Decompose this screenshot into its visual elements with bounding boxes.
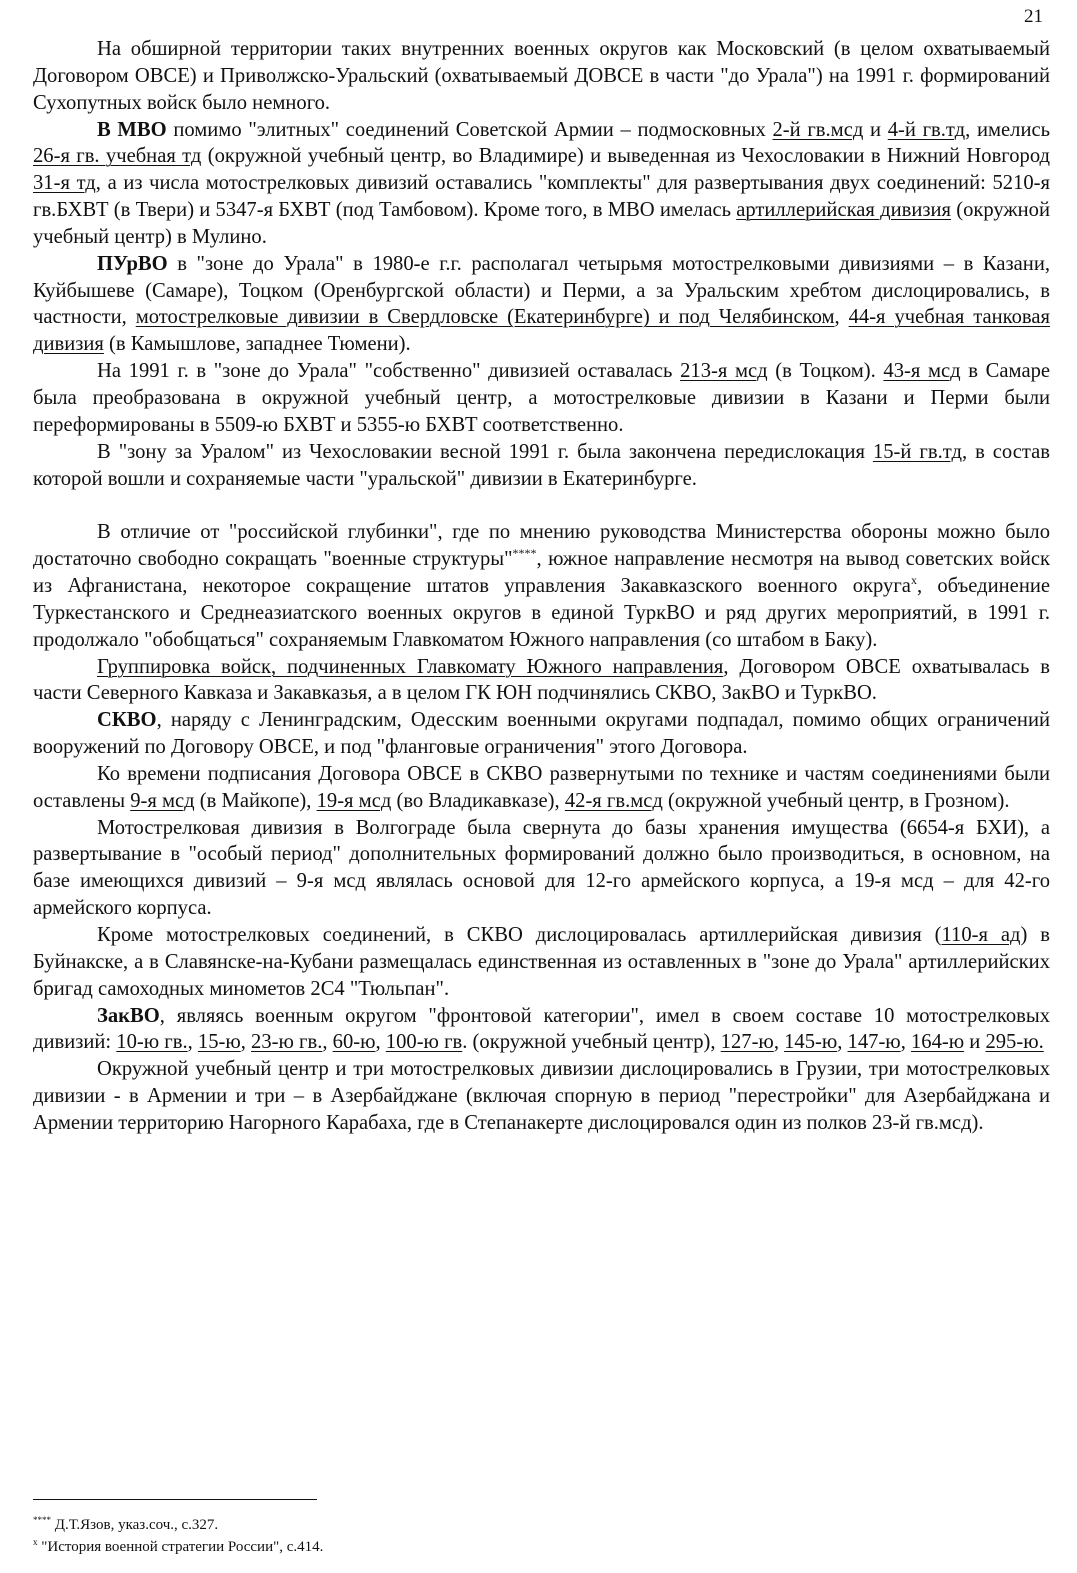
text-run: , Договором ОВСЕ охватывалась в части Северного Кавказа и Закавказья, а в целом ГК ЮН подчинялись СКВО, ЗакВО и ТуркВО.	[33, 655, 1050, 705]
paragraph-text: Мотострелковая дивизия в Волгограде была свернута до базы хранения имущества (6654-я БХИ), а развертывание в "особый период" дополнительных формирований должно было производиться, в основном, на базе имеющихся дивизий – 9-я мсд являлась основой для 12-го армейского корпуса, а 19-я мсд – для 42-го армейского корпуса.	[33, 816, 1050, 920]
footnote-text: Д.Т.Язов, указ.соч., с.327.	[51, 1517, 219, 1533]
paragraph-8	[33, 707, 1050, 761]
paragraph-10	[33, 815, 1050, 922]
text-run: ,	[375, 1031, 386, 1054]
page-number: 21	[1024, 6, 1043, 27]
district-name: В МВО	[97, 118, 167, 141]
text-run: . (окружной учебный центр),	[462, 1031, 721, 1054]
unit-link: артиллерийская дивизия	[736, 199, 951, 222]
text-run: в "зоне до Урала" в 1980-е г.г. располагал четырьмя мотострелковыми дивизиями – в Казани, Куйбышеве (Самаре), Тоцком (Оренбургской области) и Перми, а за Уральским хребтом дислоцировались, в частности,	[33, 252, 1050, 329]
text-run: Ко времени подписания Договора ОВСЕ в СКВО развернутыми по технике и частям соединениями были оставлены	[33, 762, 1050, 812]
paragraph-3	[33, 251, 1050, 358]
unit-link: Группировка войск, подчиненных Главкомату Южного направления	[97, 655, 724, 678]
unit-link: 127-ю	[720, 1031, 774, 1054]
unit-link: 15-й гв.тд	[872, 440, 962, 463]
paragraph-12	[33, 1003, 1050, 1057]
unit-link: 100-ю гв	[385, 1031, 463, 1054]
text-run: ,	[834, 306, 849, 329]
paragraph-6	[33, 519, 1050, 653]
footnote-1	[33, 1516, 218, 1534]
unit-link: 164-ю	[910, 1031, 965, 1054]
paragraph-2	[33, 117, 1050, 251]
unit-link: 145-ю	[784, 1031, 838, 1054]
text-run: ,	[240, 1031, 252, 1054]
text-run: (в Камышлове, западнее Тюмени).	[103, 333, 411, 356]
text-run: , наряду с Ленинградским, Одесским военными округами подпадал, помимо общих ограничений вооружений по Договору ОВСЕ, и под "фланговые ограничения" этого Договора.	[33, 709, 1050, 759]
unit-link: 147-ю	[847, 1031, 901, 1054]
footnote-mark: ****	[33, 1515, 51, 1525]
text-run: ,	[773, 1031, 785, 1054]
text-run: ,	[837, 1031, 848, 1054]
text-run: ,	[900, 1031, 911, 1054]
district-name: ЗакВО	[97, 1004, 160, 1027]
unit-link: 295-ю.	[985, 1031, 1044, 1054]
text-run: (окружной учебный центр, во Владимире) и выведенная из Чехословакии в Нижний Новгород	[201, 145, 1051, 168]
unit-link: 23-ю гв.	[251, 1031, 323, 1054]
text-run: , а из числа мотострелковых дивизий оставались "комплекты" для развертывания двух соединений: 5210-я гв.БХВТ (в Твери) и 5347-я БХВТ (под Тамбовом). Кроме того, в МВО имелась	[33, 172, 1050, 222]
text-run: , в состав которой вошли и сохраняемые части "уральской" дивизии в Екатеринбурге.	[33, 440, 1050, 490]
text-run: в Самаре была преобразована в окружной учебный центр, а мотострелковые дивизии в Казани и Перми были переформированы в 5509-ю БХВТ и 5355-ю БХВТ соответственно.	[33, 360, 1051, 436]
unit-link: 19-я мсд	[316, 789, 392, 812]
district-name: СКВО	[97, 709, 157, 732]
text-run: ,	[322, 1031, 333, 1054]
paragraph-text: На обширной территории таких внутренних военных округов как Московский (в целом охватываемый Договором ОВСЕ) и Приволжско-Уральский (охватываемый ДОВСЕ в части "до Урала") на 1991 г. формирований Сухопутных войск было немного.	[33, 38, 1050, 114]
text-run: (окружной учебный центр, в Грозном).	[662, 789, 1010, 812]
paragraph-1	[33, 36, 1050, 117]
text-run: , имелись	[965, 118, 1051, 141]
footnote-ref: ****	[512, 546, 537, 561]
unit-link: 60-ю	[332, 1031, 376, 1054]
text-run: , объединение Туркестанского и Среднеазиатского военных округов в единой ТуркВО и ряд других мероприятий, в 1991 г. продолжало "обобщаться" сохраняемым Главкоматом Южного направления (со штабом в Баку).	[33, 575, 1051, 651]
text-run: (во Владикавказе),	[391, 789, 565, 812]
paragraph-9	[33, 761, 1050, 815]
unit-link: 213-я мсд	[680, 360, 768, 383]
district-name: ПУрВО	[97, 252, 168, 275]
text-run: В отличие от "российской глубинки", где по мнению руководства Министерства обороны можно было достаточно свободно сокращать "военные структуры"	[33, 521, 1050, 571]
text-run: ) в Буйнакске, а в Славянске-на-Кубани размещалась единственная из оставленных в "зоне до Урала" артиллерийских бригад самоходных минометов 2С4 "Тюльпан".	[33, 924, 1051, 1000]
footnote-text: "История военной стратегии России", с.414.	[37, 1539, 324, 1555]
unit-link: 2-й гв.мсд	[772, 118, 864, 141]
unit-link: 42-я гв.мсд	[564, 789, 663, 812]
text-run: и	[964, 1031, 986, 1054]
text-run: , являясь военным округом "фронтовой категории", имел в своем составе 10 мотострелковых дивизий:	[33, 1004, 1050, 1054]
unit-link: мотострелковые дивизии в Свердловске (Екатеринбурге) и под Челябинском	[135, 306, 835, 329]
unit-link: 43-я мсд	[883, 360, 961, 383]
unit-link: 15-ю	[197, 1031, 241, 1054]
footnote-2	[33, 1538, 323, 1556]
unit-link: 110-я ад	[941, 924, 1021, 946]
text-run: , южное направление несмотря на вывод советских войск из Афганистана, некоторое сокращение штатов управления Закавказского военного округа	[33, 548, 1051, 598]
text-run: (в Майкопе),	[194, 789, 317, 812]
paragraph-text: Окружной учебный центр и три мотострелковых дивизии дислоцировались в Грузии, три мотострелковых дивизии - в Армении и три – в Азербайджане (включая спорную в период "перестройки" для Азербайджана и Армении территорию Нагорного Карабаха, где в Степанакерте дислоцировался один из полков 23-й гв.мсд).	[33, 1058, 1050, 1134]
text-run: В "зону за Уралом" из Чехословакии весной 1991 г. была закончена передислокация	[97, 440, 873, 463]
footnote-separator	[33, 1499, 317, 1500]
unit-link: 10-ю гв.	[116, 1031, 188, 1054]
text-run: Кроме мотострелковых соединений, в СКВО дислоцировалась артиллерийская дивизия (	[97, 924, 942, 946]
text-run: (в Тоцком).	[767, 360, 884, 383]
text-run: На 1991 г. в "зоне до Урала" "собственно" дивизией оставалась	[97, 360, 681, 383]
text-run: и	[863, 118, 888, 141]
unit-link: 31-я тд	[33, 172, 96, 195]
unit-link: 26-я гв. учебная тд	[33, 145, 202, 168]
document-body	[33, 36, 1050, 1137]
footnote-ref: х	[910, 573, 917, 588]
paragraph-11	[33, 922, 1050, 1003]
text-run: помимо "элитных" соединений Советской Армии – подмосковных	[166, 118, 773, 141]
footnote-mark: х	[33, 1537, 38, 1547]
unit-link: 9-я мсд	[130, 789, 195, 812]
unit-link: 44-я учебная танковая дивизия	[33, 306, 1050, 356]
paragraph-gap	[33, 492, 1050, 519]
text-run: (окружной учебный центр) в Мулино.	[33, 199, 1050, 248]
paragraph-7	[33, 654, 1050, 708]
paragraph-13	[33, 1056, 1050, 1137]
text-run: ,	[187, 1031, 198, 1054]
paragraph-4	[33, 358, 1050, 439]
paragraph-5	[33, 439, 1050, 493]
unit-link: 4-й гв.тд	[887, 118, 966, 141]
